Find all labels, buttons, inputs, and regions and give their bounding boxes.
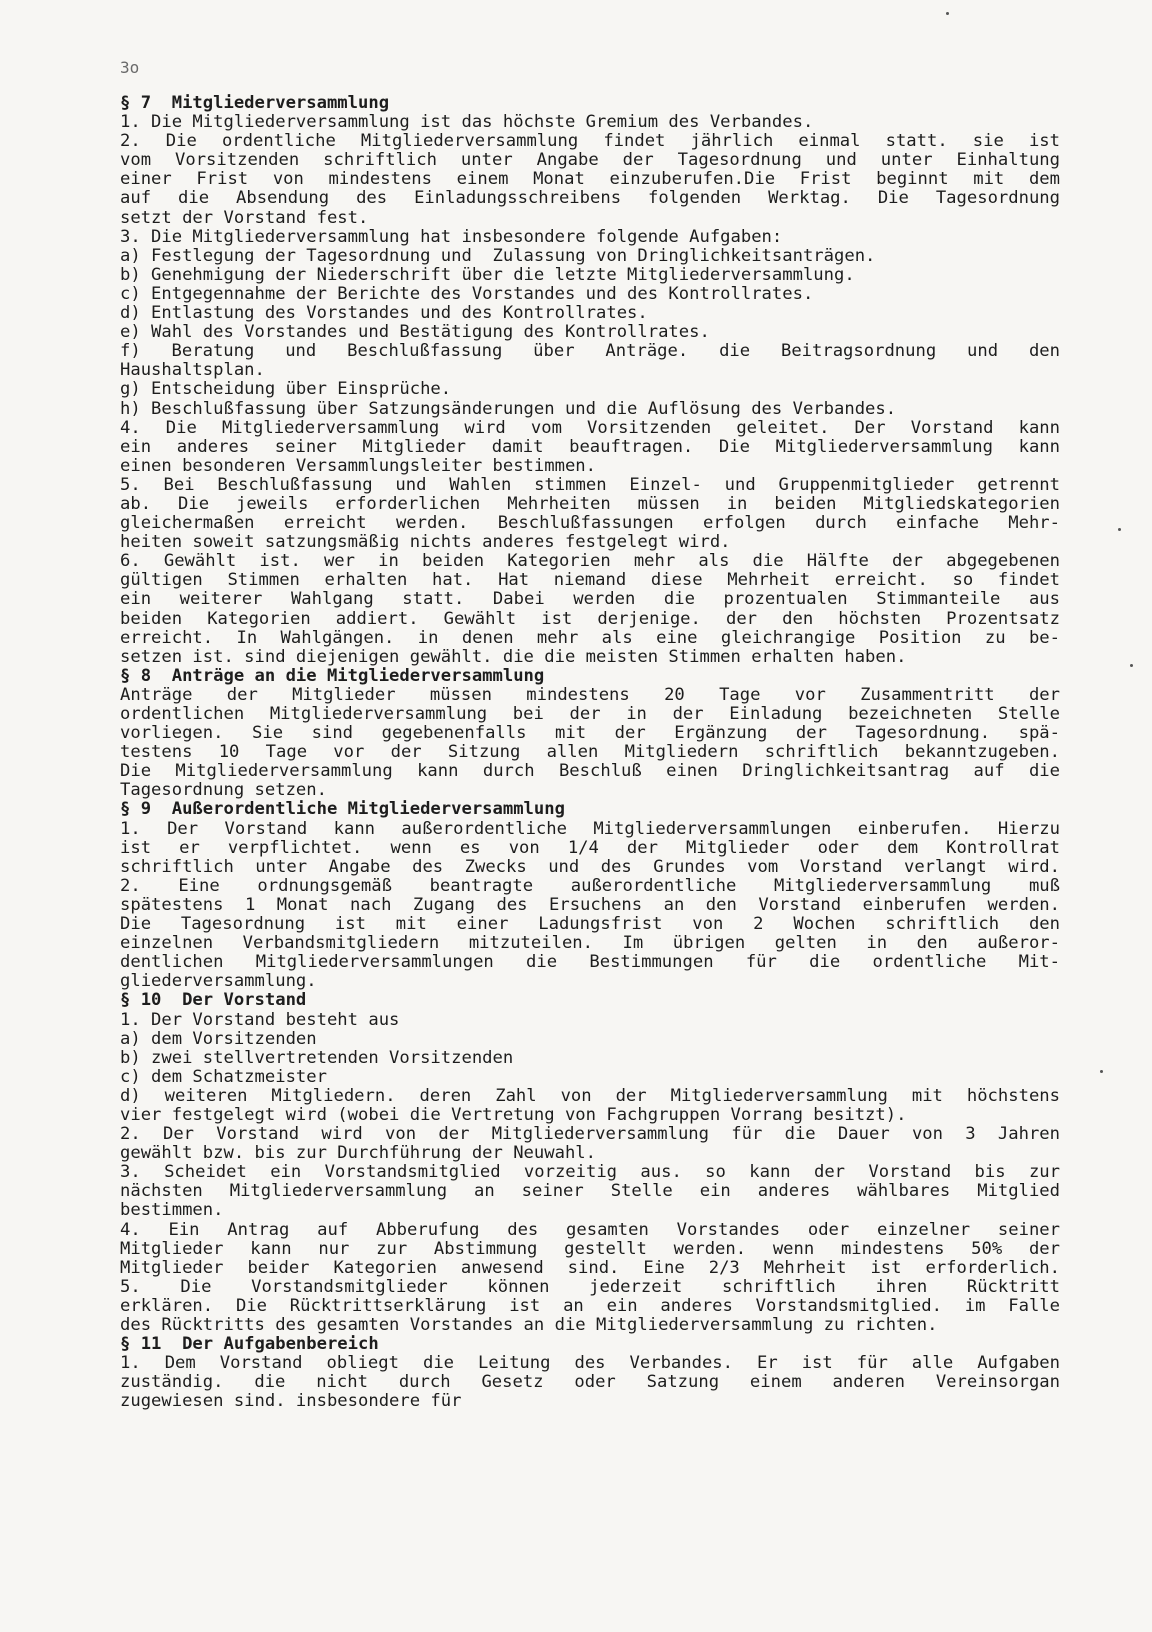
text-line: 3. Scheidet ein Vorstandsmitglied vorzeitig aus. so kann der Vorstand bis zur — [120, 1163, 1060, 1183]
text-line: 1. Der Vorstand kann außerordentliche Mitgliederversammlungen einberufen. Hierzu — [120, 819, 1060, 839]
text-line: setzt der Vorstand fest. — [120, 208, 369, 228]
text-line: schriftlich unter Angabe des Zwecks und des Grundes vom Vorstand verlangt wird. — [120, 857, 1060, 877]
text-line: Anträge der Mitglieder müssen mindestens 20 Tage vor Zusammentritt der — [120, 685, 1060, 705]
text-line: 1. Dem Vorstand obliegt die Leitung des Verbandes. Er ist für alle Aufgaben — [120, 1354, 1060, 1374]
text-line: d) Entlastung des Vorstandes und des Kontrollrates. — [120, 304, 648, 324]
text-line: zuständig. die nicht durch Gesetz oder Satzung einem anderen Vereinsorgan — [120, 1373, 1060, 1393]
text-line: vom Vorsitzenden schriftlich unter Angabe der Tagesordnung und unter Einhaltung — [120, 151, 1060, 171]
text-line: c) dem Schatzmeister — [120, 1067, 327, 1087]
text-line: 6. Gewählt ist. wer in beiden Kategorien mehr als die Hälfte der abgegebenen — [120, 552, 1060, 572]
text-line: c) Entgegennahme der Berichte des Vorstandes und des Kontrollrates. — [120, 284, 814, 304]
text-line: gliederversammlung. — [120, 972, 317, 992]
text-line: vorliegen. Sie sind gegebenenfalls mit der Ergänzung der Tagesordnung. spä- — [120, 724, 1060, 744]
text-line: nächsten Mitgliederversammlung an seiner Stelle ein anderes wählbares Mitglied — [120, 1182, 1060, 1202]
text-line: testens 10 Tage vor der Sitzung allen Mitgliedern schriftlich bekanntzugeben. — [120, 743, 1060, 763]
text-line: a) dem Vorsitzenden — [120, 1029, 317, 1049]
text-line: f) Beratung und Beschlußfassung über Anträge. die Beitragsordnung und den — [120, 342, 1060, 362]
text-line: heiten soweit satzungsmäßig nichts anderes festgelegt wird. — [120, 533, 731, 553]
text-line: e) Wahl des Vorstandes und Bestätigung des Kontrollrates. — [120, 323, 710, 343]
document-body — [120, 94, 1060, 1411]
text-line: Tagesordnung setzen. — [120, 781, 327, 801]
text-line: Die Tagesordnung ist mit einer Ladungsfrist von 2 Wochen schriftlich den — [120, 915, 1060, 935]
text-line: b) zwei stellvertretenden Vorsitzenden — [120, 1048, 514, 1068]
section-heading: § 11 Der Aufgabenbereich — [120, 1335, 379, 1355]
section-heading: § 7 Mitgliederversammlung — [120, 94, 390, 113]
text-line: b) Genehmigung der Niederschrift über die letzte Mitgliederversammlung. — [120, 265, 855, 285]
text-line: spätestens 1 Monat nach Zugang des Ersuchens an den Vorstand einberufen werden. — [120, 895, 1060, 915]
text-line: ist er verpflichtet. wenn es von 1/4 der Mitglieder oder dem Kontrollrat — [120, 838, 1060, 858]
text-line: erklären. Die Rücktrittserklärung ist an ein anderes Vorstandsmitglied. im Falle — [120, 1296, 1060, 1316]
text-line: Mitglieder kann nur zur Abstimmung gestellt werden. wenn mindestens 50% der — [120, 1239, 1060, 1259]
text-line: gleichermaßen erreicht werden. Beschlußfassungen erfolgen durch einfache Mehr- — [120, 514, 1060, 534]
page-number: 3o — [120, 58, 140, 77]
text-line: ab. Die jeweils erforderlichen Mehrheiten müssen in beiden Mitgliedskategorien — [120, 494, 1060, 514]
section-heading: § 8 Anträge an die Mitgliederversammlung — [120, 666, 545, 686]
text-line: Mitglieder beider Kategorien anwesend sind. Eine 2/3 Mehrheit ist erforderlich. — [120, 1258, 1060, 1278]
text-line: 2. Die ordentliche Mitgliederversammlung findet jährlich einmal statt. sie ist — [120, 132, 1060, 152]
text-line: einen besonderen Versammlungsleiter bestimmen. — [120, 456, 596, 476]
text-line: bestimmen. — [120, 1201, 224, 1221]
text-line: vier festgelegt wird (wobei die Vertretung von Fachgruppen Vorrang besitzt). — [120, 1105, 907, 1125]
text-line: d) weiteren Mitgliedern. deren Zahl von der Mitgliederversammlung mit höchstens — [120, 1086, 1060, 1106]
text-line: 4. Die Mitgliederversammlung wird vom Vorsitzenden geleitet. Der Vorstand kann — [120, 418, 1060, 438]
text-line: g) Entscheidung über Einsprüche. — [120, 380, 452, 400]
text-line: dentlichen Mitgliederversammlungen die Bestimmungen für die ordentliche Mit- — [120, 953, 1060, 973]
text-line: 2. Der Vorstand wird von der Mitgliederversammlung für die Dauer von 3 Jahren — [120, 1125, 1060, 1145]
text-line: Die Mitgliederversammlung kann durch Beschluß einen Dringlichkeitsantrag auf die — [120, 762, 1060, 782]
text-line: setzen ist. sind diejenigen gewählt. die die meisten Stimmen erhalten haben. — [120, 647, 907, 667]
text-line: 1. Die Mitgliederversammlung ist das höchste Gremium des Verbandes. — [120, 113, 814, 133]
text-line: h) Beschlußfassung über Satzungsänderungen und die Auflösung des Verbandes. — [120, 399, 897, 419]
text-line: 2. Eine ordnungsgemäß beantragte außerordentliche Mitgliederversammlung muß — [120, 876, 1060, 896]
text-line: 4. Ein Antrag auf Abberufung des gesamten Vorstandes oder einzelner seiner — [120, 1220, 1060, 1240]
text-line: gewählt bzw. bis zur Durchführung der Neuwahl. — [120, 1144, 596, 1164]
text-line: ein weiterer Wahlgang statt. Dabei werden die prozentualen Stimmanteile aus — [120, 590, 1060, 610]
text-line: 5. Die Vorstandsmitglieder können jederzeit schriftlich ihren Rücktritt — [120, 1277, 1060, 1297]
text-line: ein anderes seiner Mitglieder damit beauftragen. Die Mitgliederversammlung kann — [120, 437, 1060, 457]
text-line: ordentlichen Mitgliederversammlung bei der in der Einladung bezeichneten Stelle — [120, 705, 1060, 724]
text-line: zugewiesen sind. insbesondere für — [120, 1392, 462, 1412]
text-line: 5. Bei Beschlußfassung und Wahlen stimmen Einzel- und Gruppenmitglieder getrennt — [120, 475, 1060, 495]
section-heading: § 10 Der Vorstand — [120, 991, 307, 1011]
text-line: beiden Kategorien addiert. Gewählt ist derjenige. der den höchsten Prozentsatz — [120, 609, 1060, 629]
text-line: a) Festlegung der Tagesordnung und Zulassung von Dringlichkeitsanträgen. — [120, 246, 876, 266]
text-line: gültigen Stimmen erhalten hat. Hat niemand diese Mehrheit erreicht. so findet — [120, 571, 1060, 591]
text-line: einer Frist von mindestens einem Monat einzuberufen.Die Frist beginnt mit dem — [120, 170, 1060, 190]
text-line: des Rücktritts des gesamten Vorstandes an die Mitgliederversammlung zu richten. — [120, 1316, 938, 1335]
text-line: auf die Absendung des Einladungsschreibens folgenden Werktag. Die Tagesordnung — [120, 189, 1060, 209]
text-line: Haushaltsplan. — [120, 361, 265, 381]
text-line: 1. Der Vorstand besteht aus — [120, 1010, 400, 1030]
section-heading: § 9 Außerordentliche Mitgliederversammlung — [120, 800, 565, 820]
text-line: erreicht. In Wahlgängen. in denen mehr als eine gleichrangige Position zu be- — [120, 628, 1060, 648]
text-line: einzelnen Verbandsmitgliedern mitzuteilen. Im übrigen gelten in den außeror- — [120, 934, 1060, 954]
text-line: 3. Die Mitgliederversammlung hat insbesondere folgende Aufgaben: — [120, 227, 783, 247]
